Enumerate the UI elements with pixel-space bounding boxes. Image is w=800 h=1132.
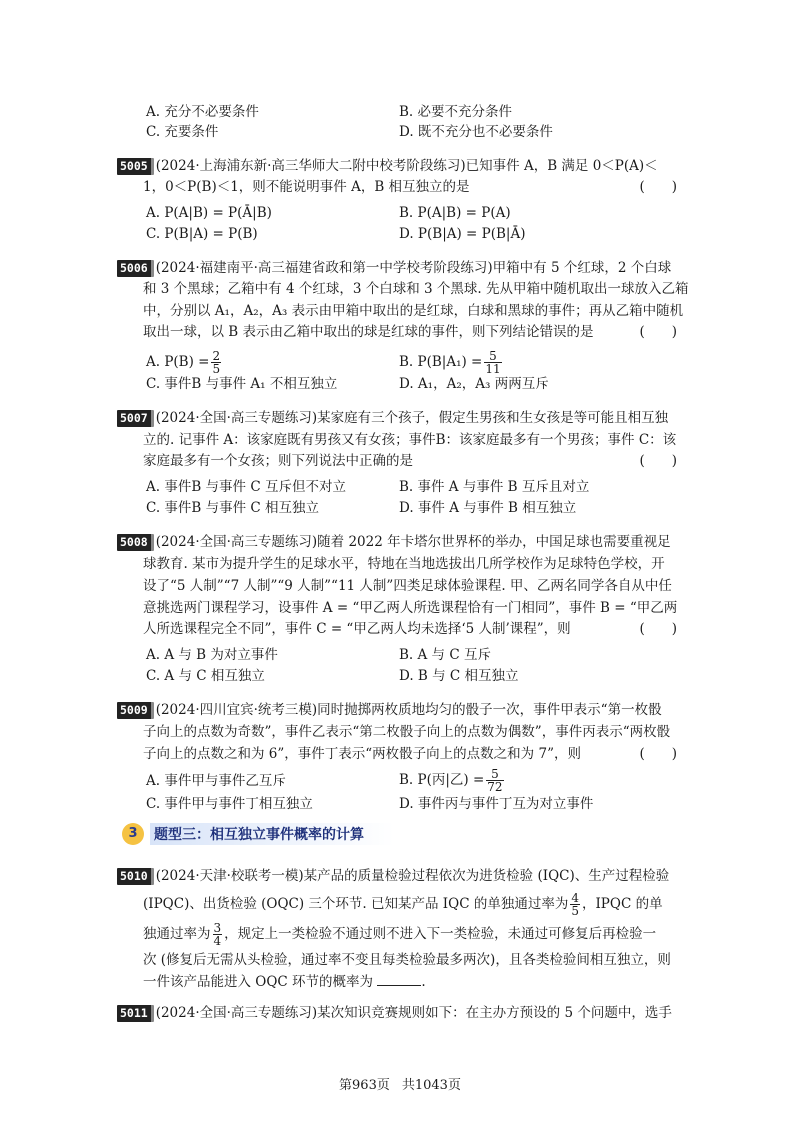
question-5008-line2: 球教育. 某市为提升学生的足球水平，特地在当地选拔出几所学校作为足球特色学校，开 (143, 556, 665, 572)
question-5010-line2: (IPQC)、出货检验 (OQC) 三个环节. 已知某产品 IQC 的单独通过率为 $\frac{4}{5}$ ，IPQC 的单 (143, 891, 663, 918)
option-c: C. A 与 C 相互独立 (146, 668, 265, 684)
question-number-badge: 5008 (117, 534, 154, 551)
option-a: A. P(B) = $\frac{2}{5}$ (146, 349, 221, 376)
question-5008-line4: 意挑选两门课程学习，设事件 A = “甲乙两人所选课程恰有一门相同”，事件 B = “甲乙两 (143, 600, 678, 616)
section-header (122, 823, 394, 845)
option-c: C. 事件甲与事件丁相互独立 (146, 796, 313, 812)
question-number-badge: 5006 (117, 260, 154, 277)
answer-paren: ( ) (639, 179, 677, 195)
page-footer (0, 1074, 800, 1093)
question-5010-line3: 独通过率为 $\frac{3}{4}$ ，规定上一类检验不通过则不进入下一类检验，未通过可修复后再检验一 (143, 921, 657, 948)
question-5010-line4: 次 (修复后无需从头检验，通过率不变且每类检验最多两次)，且各类检验间相互独立，则 (143, 952, 671, 968)
section-title: 题型三：相互独立事件概率的计算 (150, 823, 394, 845)
option-c: C. 充要条件 (146, 124, 219, 140)
option-a: A. A 与 B 为对立事件 (146, 647, 278, 663)
fraction: $\frac{5}{72}$ (487, 767, 503, 794)
fraction: $\frac{2}{5}$ (212, 349, 221, 376)
question-5005-line2: 1，0＜P(B)＜1，则不能说明事件 A，B 相互独立的是 ( ) (117, 177, 677, 198)
question-5008-line3: 设了“5 人制”“7 人制”“9 人制”“11 人制”四类足球体验课程. 甲、乙两名同学各自从中任 (143, 578, 672, 594)
question-number-badge: 5009 (117, 702, 154, 719)
section-number-icon: 3 (122, 823, 144, 845)
question-5007-line2: 立的. 记事件 A：该家庭既有男孩又有女孩；事件B：该家庭最多有一个男孩；事件 C：该 (143, 432, 677, 448)
question-number-badge: 5005 (117, 158, 154, 175)
question-5006-line3: 中，分别以 A₁，A₂，A₃ 表示由甲箱中取出的是红球，白球和黑球的事件；再从乙箱中随机 (143, 303, 684, 319)
question-5008-line5: 人所选课程完全不同”，事件 C = “甲乙两人均未选择‘5 人制’课程”，则 ( ) (117, 619, 677, 640)
option-b: B. 必要不充分条件 (399, 104, 513, 120)
fraction: $\frac{3}{4}$ (213, 921, 222, 948)
option-d: D. P(B|A) = P(B|Ā) (399, 226, 526, 242)
answer-paren: ( ) (639, 324, 677, 340)
option-b: B. 事件 A 与事件 B 互斥且对立 (399, 479, 590, 495)
option-b: B. P(丙|乙) = $\frac{5}{72}$ (399, 767, 503, 794)
option-d: D. B 与 C 相互独立 (399, 668, 519, 684)
fraction: $\frac{5}{11}$ (485, 349, 501, 376)
option-c: C. P(B|A) = P(B) (146, 226, 258, 242)
answer-paren: ( ) (639, 621, 677, 637)
option-c: C. 事件B 与事件 C 相互独立 (146, 500, 320, 516)
page-total: 共1043页 (401, 1078, 461, 1093)
question-number-badge: 5010 (117, 868, 154, 885)
option-b: B. P(B|A₁) = $\frac{5}{11}$ (399, 349, 501, 376)
option-a: A. 事件B 与事件 C 互斥但不对立 (146, 479, 346, 495)
question-5009-line1: 5009 (2024·四川宜宾·统考三模)同时抛掷两枚质地均匀的骰子一次，事件甲表示“第一枚骰 (117, 700, 662, 720)
fraction: $\frac{4}{5}$ (571, 891, 579, 918)
answer-paren: ( ) (639, 746, 677, 762)
option-d: D. A₁，A₂，A₃ 两两互斥 (399, 376, 549, 392)
question-5011-line1: 5011 (2024·全国·高三专题练习)某次知识竞赛规则如下：在主办方预设的 5 个问题中，选手 (117, 1003, 672, 1023)
option-c: C. 事件B 与事件 A₁ 不相互独立 (146, 376, 338, 392)
question-5006-line4: 取出一球，以 B 表示由乙箱中取出的球是红球的事件，则下列结论错误的是 ( ) (117, 322, 677, 343)
option-a: A. 事件甲与事件乙互斥 (146, 773, 286, 789)
question-number-badge: 5007 (117, 410, 154, 427)
option-a: A. 充分不必要条件 (146, 104, 259, 120)
question-5009-line3: 子向上的点数之和为 6”，事件丁表示“两枚骰子向上的点数之和为 7”，则 ( ) (117, 744, 677, 765)
question-5005-line1: 5005 (2024·上海浦东新·高三华师大二附中校考阶段练习)已知事件 A，B 满足 0＜P(A)＜ (117, 156, 658, 176)
option-d: D. 事件 A 与事件 B 相互独立 (399, 500, 577, 516)
question-5008-line1: 5008 (2024·全国·高三专题练习)随着 2022 年卡塔尔世界杯的举办，中国足球也需要重视足 (117, 532, 671, 552)
option-d: D. 事件丙与事件丁互为对立事件 (399, 796, 594, 812)
question-5010-line1: 5010 (2024·天津·校联考一模)某产品的质量检验过程依次为进货检验 (IQC)、生产过程检验 (117, 866, 669, 886)
option-b: B. A 与 C 互斥 (399, 647, 491, 663)
answer-paren: ( ) (639, 453, 677, 469)
question-number-badge: 5011 (117, 1005, 154, 1022)
option-d: D. 既不充分也不必要条件 (399, 124, 553, 140)
question-5006-line2: 和 3 个黑球；乙箱中有 4 个红球，3 个白球和 3 个黑球. 先从甲箱中随机取出一球放入乙箱 (143, 281, 689, 297)
question-5009-line2: 子向上的点数为奇数”，事件乙表示“第二枚骰子向上的点数为偶数”，事件丙表示“两枚骰 (143, 724, 671, 740)
question-5007-line1: 5007 (2024·全国·高三专题练习)某家庭有三个孩子，假定生男孩和生女孩是等可能且相互独 (117, 408, 668, 428)
question-5007-line3: 家庭最多有一个女孩；则下列说法中正确的是 ( ) (117, 451, 677, 472)
answer-blank (377, 985, 421, 986)
question-5010-line5: 一件该产品能进入 OQC 环节的概率为 . (143, 974, 426, 990)
option-a: A. P(A|B) = P(Ā|B) (146, 205, 272, 221)
page-number: 第963页 (339, 1078, 390, 1093)
question-5006-line1: 5006 (2024·福建南平·高三福建省政和第一中学校考阶段练习)甲箱中有 5 个红球，2 个白球 (117, 258, 671, 278)
option-b: B. P(A|B) = P(A) (399, 205, 511, 221)
